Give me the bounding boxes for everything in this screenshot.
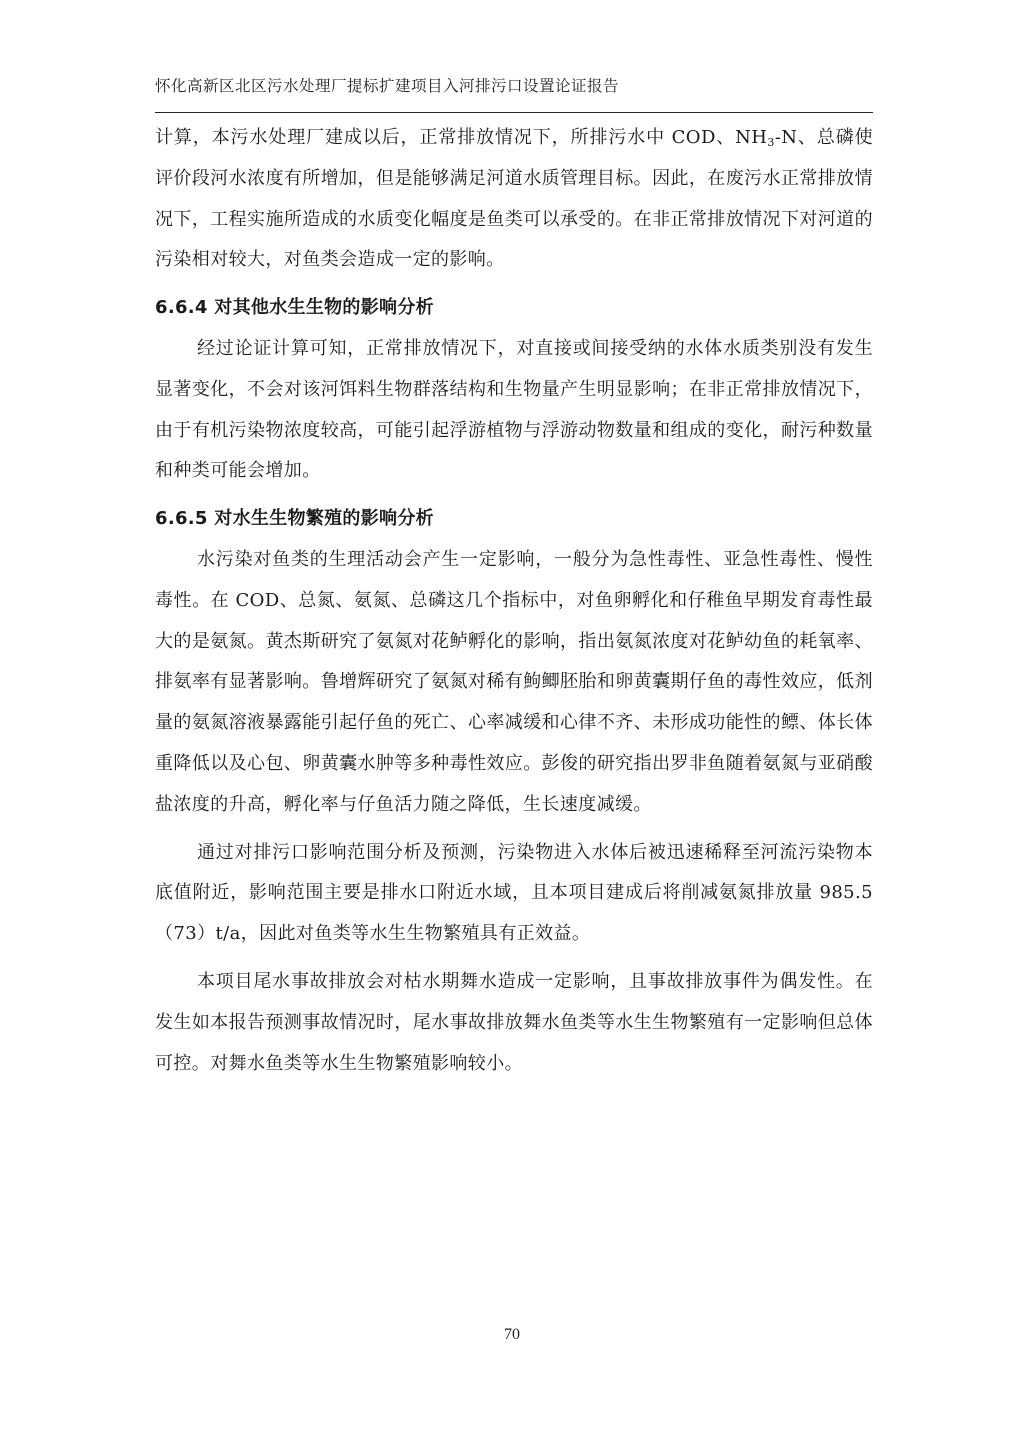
paragraph-text-part: -N、总磷使评价段河水浓度有所增加，但是能够满足河道水质管理目标。因此，在废污水正常排放情况下，工程实施所造成的水质变化幅度是鱼类可以承受的。在非正常排放情况下对河道的污染相对较大，对鱼类会造成一定的影响。 (155, 127, 874, 271)
paragraph-text-part: 计算，本污水处理厂建成以后，正常排放情况下，所排污水中 COD、NH (155, 127, 768, 148)
paragraph-spacer (155, 826, 873, 833)
paragraph-continuation (155, 118, 873, 281)
section-heading-6-6-5: 6.6.5 对水生生物繁殖的影响分析 (155, 508, 434, 530)
paragraph-impact-range: 通过对排污口影响范围分析及预测，污染物进入水体后被迅速稀释至河流污染物本底值附近，影响范围主要是排水口附近水域，且本项目建成后将削减氨氮排放量 985.5（73）t/a，因此对鱼类等水生生物繁殖具有正效益。 (155, 841, 873, 945)
header-divider (155, 112, 873, 113)
section-heading-6-6-4: 6.6.4 对其他水生生物的影响分析 (155, 297, 434, 319)
subscript-text: 3 (767, 136, 775, 149)
running-header: 怀化高新区北区污水处理厂提标扩建项目入河排污口设置论证报告 (155, 77, 620, 95)
page-number: 70 (504, 1326, 520, 1343)
page-body (155, 118, 873, 1084)
section-spacer (155, 492, 873, 499)
paragraph-other-aquatic-life: 经过论证计算可知，正常排放情况下，对直接或间接受纳的水体水质类别没有发生显著变化，不会对该河饵料生物群落结构和生物量产生明显影响；在非正常排放情况下，由于有机污染物浓度较高，可能引起浮游植物与浮游动物数量和组成的变化，耐污种数量和种类可能会增加。 (155, 337, 873, 482)
section-spacer (155, 281, 873, 288)
paragraph-toxicity: 水污染对鱼类的生理活动会产生一定影响，一般分为急性毒性、亚急性毒性、慢性毒性。在 COD、总氮、氨氮、总磷这几个指标中，对鱼卵孵化和仔稚鱼早期发育毒性最大的是氨氮。黄杰斯研究了氨氮对花鲈孵化的影响，指出氨氮浓度对花鲈幼鱼的耗氧率、排氨率有显著影响。鲁增辉研究了氨氮对稀有鮈鲫胚胎和卵黄囊期仔鱼的毒性效应，低剂量的氨氮溶液暴露能引起仔鱼的死亡、心率减缓和心律不齐、未形成功能性的鳔、体长体重降低以及心包、卵黄囊水肿等多种毒性效应。彭俊的研究指出罗非鱼随着氨氮与亚硝酸盐浓度的升高，孵化率与仔鱼活力随之降低，生长速度减缓。 (155, 548, 873, 815)
paragraph-accident-discharge: 本项目尾水事故排放会对枯水期舞水造成一定影响，且事故排放事件为偶发性。在发生如本报告预测事故情况时，尾水事故排放舞水鱼类等水生生物繁殖有一定影响但总体可控。对舞水鱼类等水生生物繁殖影响较小。 (155, 970, 873, 1074)
paragraph-spacer (155, 955, 873, 962)
